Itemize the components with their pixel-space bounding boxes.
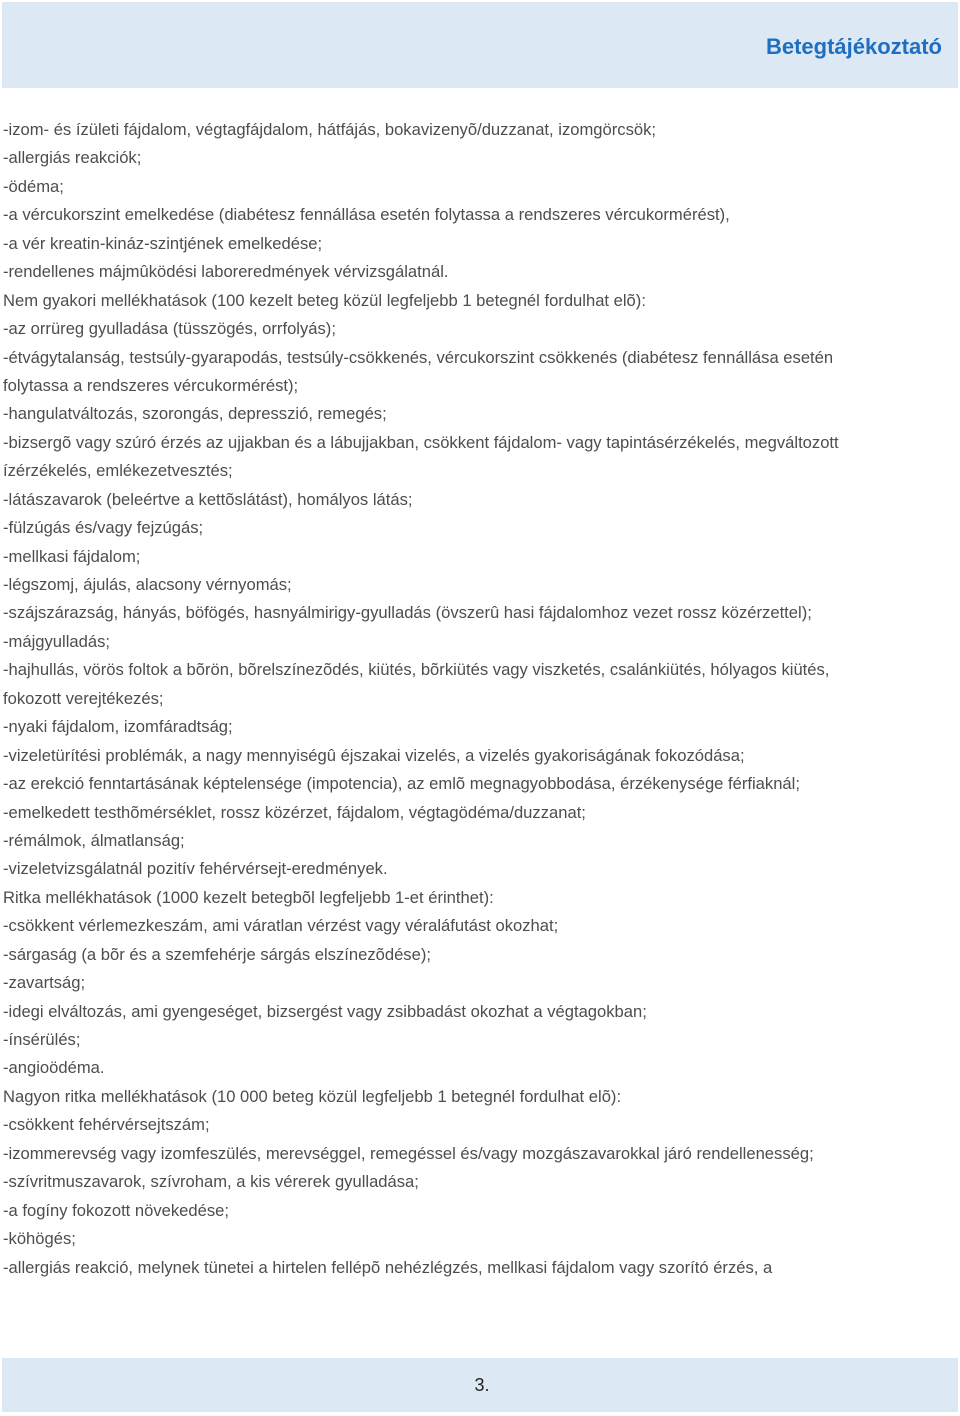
text-line: -mellkasi fájdalom; [3, 546, 141, 566]
text-line: -szájszárazság, hányás, böfögés, hasnyálmirigy-gyulladás (övszerû hasi fájdalomhoz vezet rossz közérzettel); [3, 603, 812, 623]
text-line: -hajhullás, vörös foltok a bõrön, bõrelszínezõdés, kiütés, bõrkiütés vagy viszketés, csalánkiütés, hólyagos kiütés, [3, 660, 830, 680]
text-line: -vizeletvizsgálatnál pozitív fehérvérsejt-eredmények. [3, 859, 388, 879]
text-line: -a vércukorszint emelkedése (diabétesz fennállása esetén folytassa a rendszeres vércukormérést), [3, 205, 730, 225]
text-line: -hangulatváltozás, szorongás, depresszió, remegés; [3, 404, 387, 424]
text-line: fokozott verejtékezés; [3, 688, 164, 708]
footer-band [2, 1358, 958, 1412]
text-line: -allergiás reakció, melynek tünetei a hirtelen fellépõ nehézlégzés, mellkasi fájdalom vagy szorító érzés, a [3, 1257, 773, 1277]
text-line: -rémálmok, álmatlanság; [3, 830, 185, 850]
text-line: -rendellenes májmûködési laboreredmények vérvizsgálatnál. [3, 262, 449, 282]
text-line: -a vér kreatin-kináz-szintjének emelkedése; [3, 233, 323, 253]
text-line: -légszomj, ájulás, alacsony vérnyomás; [3, 575, 292, 594]
text-line: -csökkent vérlemezkeszám, ami váratlan vérzést vagy véraláfutást okozhat; [3, 916, 559, 936]
text-line: -látászavarok (beleértve a kettõslátást), homályos látás; [3, 489, 413, 509]
text-line: -ödéma; [3, 176, 64, 196]
text-line: -az erekció fenntartásának képtelensége (impotencia), az emlõ megnagyobbodása, érzékenysége férfiaknál; [3, 774, 800, 794]
text-line: -nyaki fájdalom, izomfáradtság; [3, 717, 233, 737]
text-line: -allergiás reakciók; [3, 148, 142, 168]
text-line: Nem gyakori mellékhatások (100 kezelt beteg közül legfeljebb 1 betegnél fordulhat elõ): [3, 290, 646, 310]
text-line: -csökkent fehérvérsejtszám; [3, 1115, 210, 1135]
text-line: -fülzúgás és/vagy fejzúgás; [3, 518, 204, 538]
text-line: -májgyulladás; [3, 631, 110, 651]
text-line: -izom- és ízületi fájdalom, végtagfájdalom, hátfájás, bokavizenyõ/duzzanat, izomgörcsök; [3, 120, 657, 139]
text-line: -köhögés; [3, 1229, 76, 1249]
text-line: -bizsergõ vagy szúró érzés az ujjakban és a lábujjakban, csökkent fájdalom- vagy tapintásérzékelés, megváltozott [3, 432, 839, 452]
text-line: folytassa a rendszeres vércukormérést); [3, 375, 299, 395]
text-line: -emelkedett testhõmérséklet, rossz közérzet, fájdalom, végtagödéma/duzzanat; [3, 802, 586, 822]
header-band [2, 2, 958, 88]
text-line: -angioödéma. [3, 1058, 105, 1078]
page-number: 3. [474, 1375, 490, 1395]
text-line: Ritka mellékhatások (1000 kezelt betegbõl legfeljebb 1-et érinthet): [3, 887, 494, 907]
leaflet-body-text [3, 116, 958, 1282]
text-line: -vizeletürítési problémák, a nagy mennyiségû éjszakai vizelés, a vizelés gyakoriságának fokozódása; [3, 745, 745, 765]
text-line: -szívritmuszavarok, szívroham, a kis vérerek gyulladása; [3, 1172, 419, 1192]
text-line: -a fogíny fokozott növekedése; [3, 1200, 230, 1220]
text-line: -zavartság; [3, 973, 86, 993]
text-line: ízérzékelés, emlékezetvesztés; [3, 461, 233, 481]
text-line: -idegi elváltozás, ami gyengeséget, bizsergést vagy zsibbadást okozhat a végtagokban; [3, 1001, 647, 1021]
text-line: Nagyon ritka mellékhatások (10 000 beteg közül legfeljebb 1 betegnél fordulhat elõ): [3, 1086, 622, 1106]
text-line: -étvágytalanság, testsúly-gyarapodás, testsúly-csökkenés, vércukorszint csökkenés (diabétesz fennállása esetén [3, 347, 834, 367]
text-line: -az orrüreg gyulladása (tüsszögés, orrfolyás); [3, 319, 336, 339]
document-title: Betegtájékoztató [765, 34, 942, 59]
text-line: -sárgaság (a bõr és a szemfehérje sárgás elszínezõdése); [3, 944, 431, 964]
text-line: -ínsérülés; [3, 1030, 81, 1049]
text-line: -izommerevség vagy izomfeszülés, merevséggel, remegéssel és/vagy mozgászavarokkal járó rendellenesség; [3, 1143, 814, 1163]
